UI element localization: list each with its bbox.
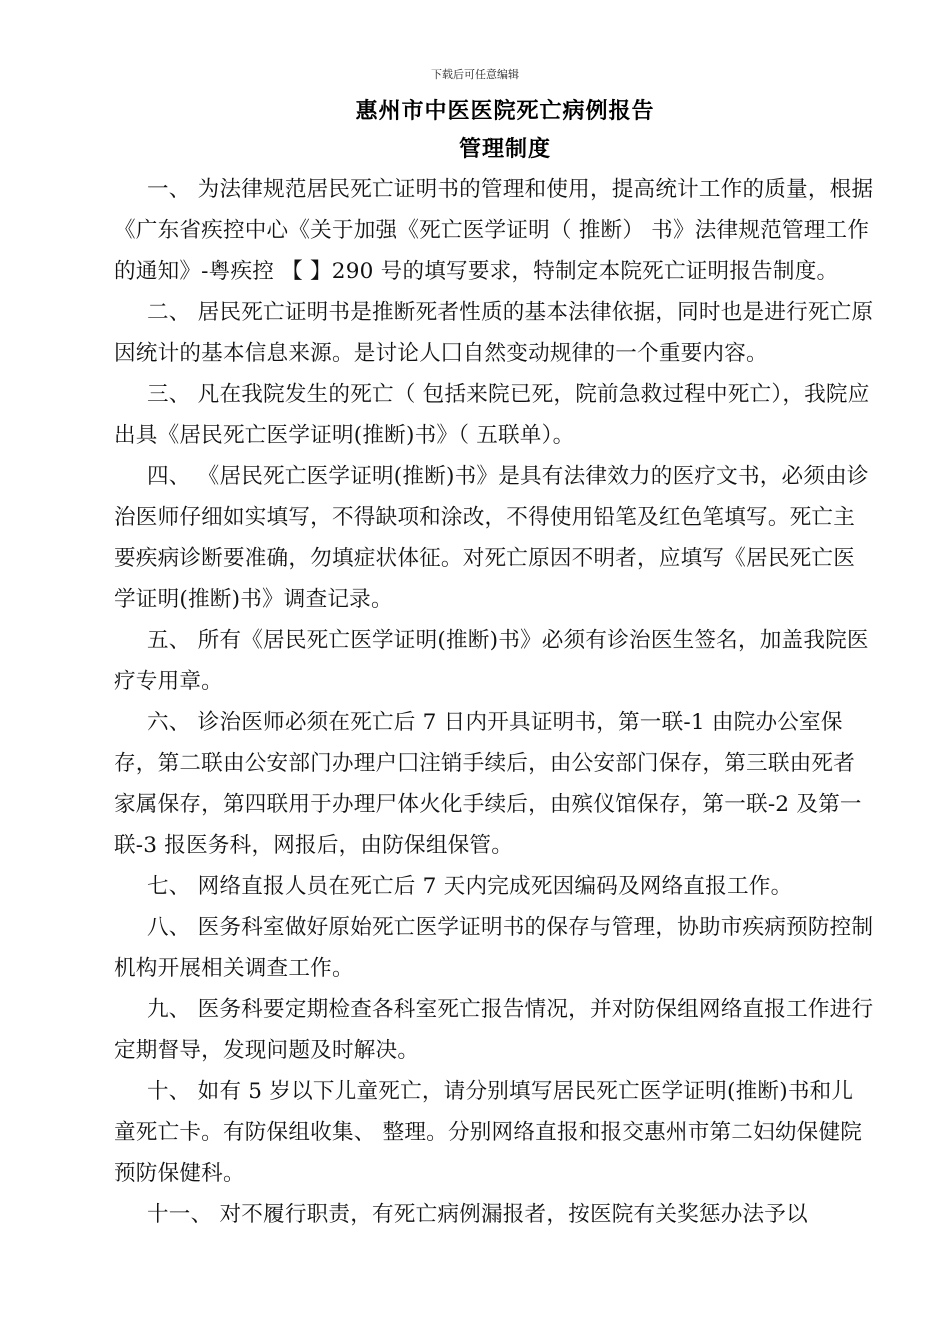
paragraph-2: 二、 居民死亡证明书是推断死者性质的基本法律依据，同时也是进行死亡原因统计的基本信息来源。是讨论人囗自然变动规律的一个重要内容。 (114, 300, 874, 366)
document-body (114, 169, 874, 1235)
paragraph-9: 九、 医务科要定期检查各科室死亡报告情况，并对防保组网络直报工作进行定期督导，发现问题及时解决。 (114, 997, 874, 1063)
paragraph-7: 七、 网络直报人员在死亡后 7 天内完成死因编码及网络直报工作。 (147, 874, 793, 899)
paragraph-4: 四、 《居民死亡医学证明(推断)书》是具有法律效力的医疗文书，必须由诊治医师仔细如实填写，不得缺项和涂改，不得使用铅笔及红色笔填写。死亡主要疾病诊断要准确，勿填症状体征。对死亡原因不明者，应填写《居民死亡医学证明(推断)书》调查记录。 (114, 464, 869, 612)
paragraph-11: 十一、 对不履行职责，有死亡病例漏报者，按医院有关奖惩办法予以 (147, 1202, 808, 1227)
paragraph-10: 十、 如有 5 岁以下儿童死亡，请分别填写居民死亡医学证明(推断)书和儿童死亡卡。有防保组收集、 整理。分别网络直报和报交惠州市第二妇幼保健院预防保健科。 (114, 1079, 863, 1186)
document-title: 惠州市中医医院死亡病例报告 (355, 99, 655, 124)
header-note: 下载后可任意编辑 (431, 68, 519, 81)
paragraph-3: 三、 凡在我院发生的死亡（ 包括来院已死，院前急救过程中死亡），我院应出具《居民死亡医学证明(推断)书》（ 五联单）。 (114, 382, 870, 448)
paragraph-5: 五、 所有《居民死亡医学证明(推断)书》必须有诊治医生签名，加盖我院医疗专用章。 (114, 628, 869, 694)
paragraph-1: 一、 为法律规范居民死亡证明书的管理和使用，提高统计工作的质量，根据《广东省疾控中心《关于加强《死亡医学证明（ 推断） 书》法律规范管理工作的通知》-粤疾控 【 】290 号的填写要求，特制定本院死亡证明报告制度。 (114, 177, 874, 284)
paragraph-6: 六、 诊治医师必须在死亡后 7 日内开具证明书，第一联-1 由院办公室保存，第二联由公安部门办理户囗注销手续后，由公安部门保存，第三联由死者家属保存，第四联用于办理尸体火化手续后，由殡仪馆保存，第一联-2 及第一联-3 报医务科，网报后，由防保组保管。 (114, 710, 862, 858)
document-subtitle: 管理制度 (458, 137, 551, 162)
paragraph-8: 八、 医务科室做好原始死亡医学证明书的保存与管理，协助市疾病预防控制机构开展相关调查工作。 (114, 915, 874, 981)
